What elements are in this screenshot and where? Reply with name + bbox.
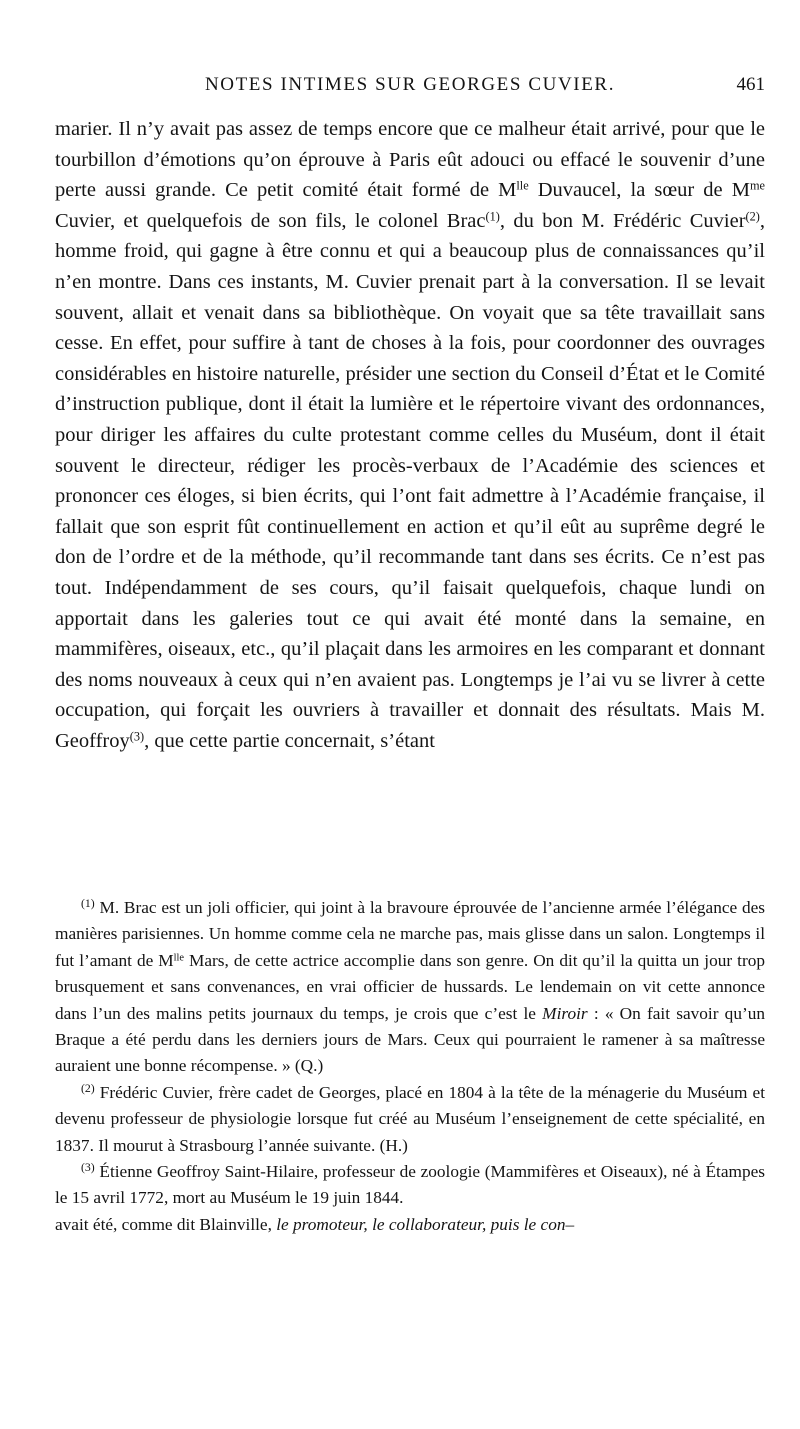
- footnote-mark: (2): [81, 1081, 95, 1095]
- main-paragraph: [55, 114, 765, 756]
- superscript: lle: [173, 952, 185, 964]
- running-head: NOTES INTIMES SUR GEORGES CUVIER.: [204, 74, 616, 95]
- paragraph-text: [55, 114, 765, 756]
- footnote-1: [55, 895, 765, 1080]
- footnote-3: [55, 1159, 765, 1238]
- continuation-text: avait été, comme dit Blainville,: [55, 1214, 277, 1234]
- footnote-ref-1[interactable]: (1): [485, 209, 500, 224]
- footnote-text: Frédéric Cuvier, frère cadet de Georges, placé en 1804 à la tête de la ménagerie du Muséum et devenu professeur de physiologie lorsque fut créé au Muséum l’enseignement de cette spécialité, en 1837. Il mourut à Strasbourg l’année suivante. (H.): [55, 1082, 765, 1155]
- text-segment: marier. Il n’y avait pas assez de temps encore que ce malheur était arrivé, pour que le tourbillon d’émotions qu’on éprouve à Paris eût adouci ou effacé le souvenir d’une perte aussi grande. Ce petit comité était formé de M: [55, 118, 765, 202]
- footnotes-section: [55, 895, 765, 1238]
- footnote-text: Étienne Geoffroy Saint-Hilaire, professeur de zoologie (Mammifères et Oiseaux), né à Étampes le 15 avril 1772, mort au Muséum le 19 juin 1844.: [55, 1162, 765, 1208]
- text-segment: , du bon M. Frédéric Cuvier: [499, 209, 746, 232]
- text-segment: , homme froid, qui gagne à être connu et qui a beaucoup plus de connaissances qu’il n’en montre. Dans ces instants, M. Cuvier prenait part à la conversation. Il se levait souvent, allait et venait dans sa bibliothèque. On voyait que sa tête travaillait sans cesse. En effet, pour suffire à tant de choses à la fois, pour coordonner des ouvrages considérables en histoire naturelle, présider une section du Conseil d’État et le Comité d’instruction publique, dont il était la lumière et le répertoire vivant des ordonnances, pour diriger les affaires du culte protestant comme celles du Muséum, dont il était souvent le directeur, rédiger les procès-verbaux de l’Académie des sciences et prononcer ces éloges, si bien écrits, qui l’ont fait admettre à l’Académie française, il fallait que son esprit fût continuellement en action et qu’il eût au suprême degré le don de l’ordre et de la méthode, qu’il recommande tant dans ses écrits. Ce n’est pas tout. Indépendamment de ses cours, qu’il faisait quelquefois, chaque lundi on apportait dans les galeries tout ce qui avait été monté dans la semaine, en mammifères, oiseaux, etc., qu’il plaçait dans les armoires en les comparant et donnant des noms nouveaux à ceux qui n’en avaient pas. Longtemps je l’ai vu se livrer à cette occupation, qui forçait les ouvriers à travailler et donnait des résultats. Mais M. Geoffroy: [55, 209, 765, 752]
- footnote-ref-2[interactable]: (2): [745, 209, 760, 224]
- text-segment: Duvaucel, la sœur de M: [528, 179, 750, 202]
- footnote-mark: (1): [81, 897, 95, 911]
- footnote-text: : « On fait savoir qu’un Braque a été perdu dans les derniers jours de Mars. Ceux qui pourraient le ramener à sa maîtresse auraient une bonne récompense. » (Q.): [55, 1003, 766, 1076]
- footnote-ref-3[interactable]: (3): [129, 729, 145, 744]
- italic-text: le promoteur, le collaborateur, puis le con–: [276, 1214, 575, 1234]
- text-segment: Cuvier, et quelquefois de son fils, le colonel Brac: [55, 209, 486, 232]
- superscript: lle: [516, 178, 529, 193]
- footnote-text: Mars, de cette actrice accomplie dans son genre. On dit qu’il la quitta un jour trop brusquement et sans convenances, en vrai officier de hussards. Le lendemain on vit cette annonce dans l’un des malins petits journaux du temps, je crois que c’est le: [55, 950, 765, 1023]
- footnote-2: [55, 1080, 765, 1159]
- page-header: [55, 70, 765, 106]
- italic-text: Miroir: [542, 1003, 588, 1023]
- footnote-text: M. Brac est un joli officier, qui joint à la bravoure éprouvée de l’ancienne armée l’élégance des manières parisiennes. Un homme comme cela ne marche pas, mais glisse dans un salon. Longtemps il fut l’amant de M: [55, 898, 765, 970]
- page-number: 461: [736, 74, 765, 95]
- footnote-mark: (3): [81, 1161, 95, 1175]
- superscript: me: [749, 178, 765, 193]
- text-segment: , que cette partie concernait, s’étant: [144, 729, 435, 752]
